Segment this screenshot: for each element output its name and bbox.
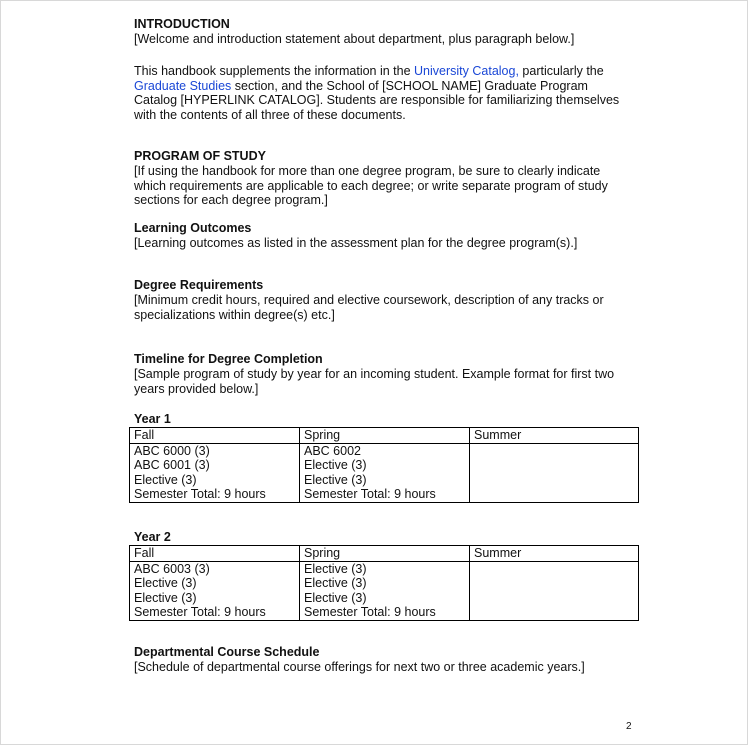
course-entry: Elective (3) <box>134 472 197 487</box>
fall-cell <box>130 443 300 502</box>
program-line: which requirements are applicable to each degree; or write separate program of study <box>134 178 608 193</box>
course-entry: Elective (3) <box>304 590 367 605</box>
page-number: 2 <box>626 721 632 732</box>
timeline-heading: Timeline for Degree Completion <box>134 352 323 366</box>
fall-header: Fall <box>130 428 300 444</box>
intro-line-4: with the contents of all three of these documents. <box>134 107 406 122</box>
degree-line: [Minimum credit hours, required and elective coursework, description of any tracks or <box>134 293 604 307</box>
schedule-section <box>134 645 644 675</box>
degree-heading: Degree Requirements <box>134 278 264 292</box>
course-entry: ABC 6002 <box>304 443 361 458</box>
summer-cell <box>470 443 639 502</box>
course-entry: Elective (3) <box>304 472 367 487</box>
intro-text-2: particularly the <box>518 64 604 78</box>
intro-line-1 <box>134 64 644 79</box>
intro-text-3: section, and the School of [SCHOOL NAME] Graduate Program <box>231 78 588 93</box>
summer-cell <box>470 561 639 620</box>
year-2-table <box>129 545 639 621</box>
university-catalog-link[interactable]: University Catalog, <box>414 64 519 78</box>
summer-header: Summer <box>470 428 639 444</box>
course-entry: ABC 6001 (3) <box>134 458 210 473</box>
table-row <box>130 561 639 620</box>
course-entry: ABC 6003 (3) <box>134 561 210 576</box>
schedule-text: [Schedule of departmental course offerings for next two or three academic years.] <box>134 660 585 674</box>
learning-heading: Learning Outcomes <box>134 221 252 235</box>
year-2-label: Year 2 <box>134 530 171 544</box>
fall-cell <box>130 561 300 620</box>
fall-header: Fall <box>130 546 300 562</box>
course-entry: Elective (3) <box>134 590 197 605</box>
spring-cell <box>300 561 470 620</box>
degree-line: specializations within degree(s) etc.] <box>134 307 335 322</box>
learning-section <box>134 221 644 251</box>
intro-text-1: This handbook supplements the information in the <box>134 64 415 78</box>
semester-total: Semester Total: 9 hours <box>134 487 266 502</box>
spring-cell <box>300 443 470 502</box>
course-entry: Elective (3) <box>304 576 367 591</box>
intro-line-2 <box>134 79 644 94</box>
year-2-label-wrap <box>134 530 644 545</box>
program-line: [If using the handbook for more than one degree program, be sure to clearly indicate <box>134 164 601 178</box>
program-section <box>134 149 644 208</box>
intro-section <box>134 17 644 47</box>
program-heading: PROGRAM OF STUDY <box>134 149 266 163</box>
timeline-section <box>134 352 644 396</box>
graduate-studies-link[interactable]: Graduate Studies <box>134 78 232 93</box>
table-header-row <box>130 428 639 444</box>
year-1-table <box>129 427 639 503</box>
course-entry: ABC 6000 (3) <box>134 443 210 458</box>
schedule-heading: Departmental Course Schedule <box>134 645 320 659</box>
course-entry: Elective (3) <box>304 458 367 473</box>
table-header-row <box>130 546 639 562</box>
timeline-line: [Sample program of study by year for an incoming student. Example format for first two <box>134 367 615 381</box>
summer-header: Summer <box>470 546 639 562</box>
spring-header: Spring <box>300 428 470 444</box>
intro-placeholder: [Welcome and introduction statement about department, plus paragraph below.] <box>134 32 575 46</box>
table-row <box>130 443 639 502</box>
semester-total: Semester Total: 9 hours <box>134 605 266 620</box>
intro-line-3: Catalog [HYPERLINK CATALOG]. Students are responsible for familiarizing themselves <box>134 93 620 108</box>
year-1-label: Year 1 <box>134 412 171 426</box>
year-1-label-wrap <box>134 412 644 427</box>
course-entry: Elective (3) <box>304 561 367 576</box>
learning-text: [Learning outcomes as listed in the assessment plan for the degree program(s).] <box>134 236 578 250</box>
program-line: sections for each degree program.] <box>134 193 328 208</box>
timeline-line: years provided below.] <box>134 381 259 396</box>
semester-total: Semester Total: 9 hours <box>304 487 436 502</box>
intro-paragraph <box>134 64 644 122</box>
semester-total: Semester Total: 9 hours <box>304 605 436 620</box>
degree-section <box>134 278 644 322</box>
spring-header: Spring <box>300 546 470 562</box>
intro-heading: INTRODUCTION <box>134 17 230 31</box>
course-entry: Elective (3) <box>134 576 197 591</box>
